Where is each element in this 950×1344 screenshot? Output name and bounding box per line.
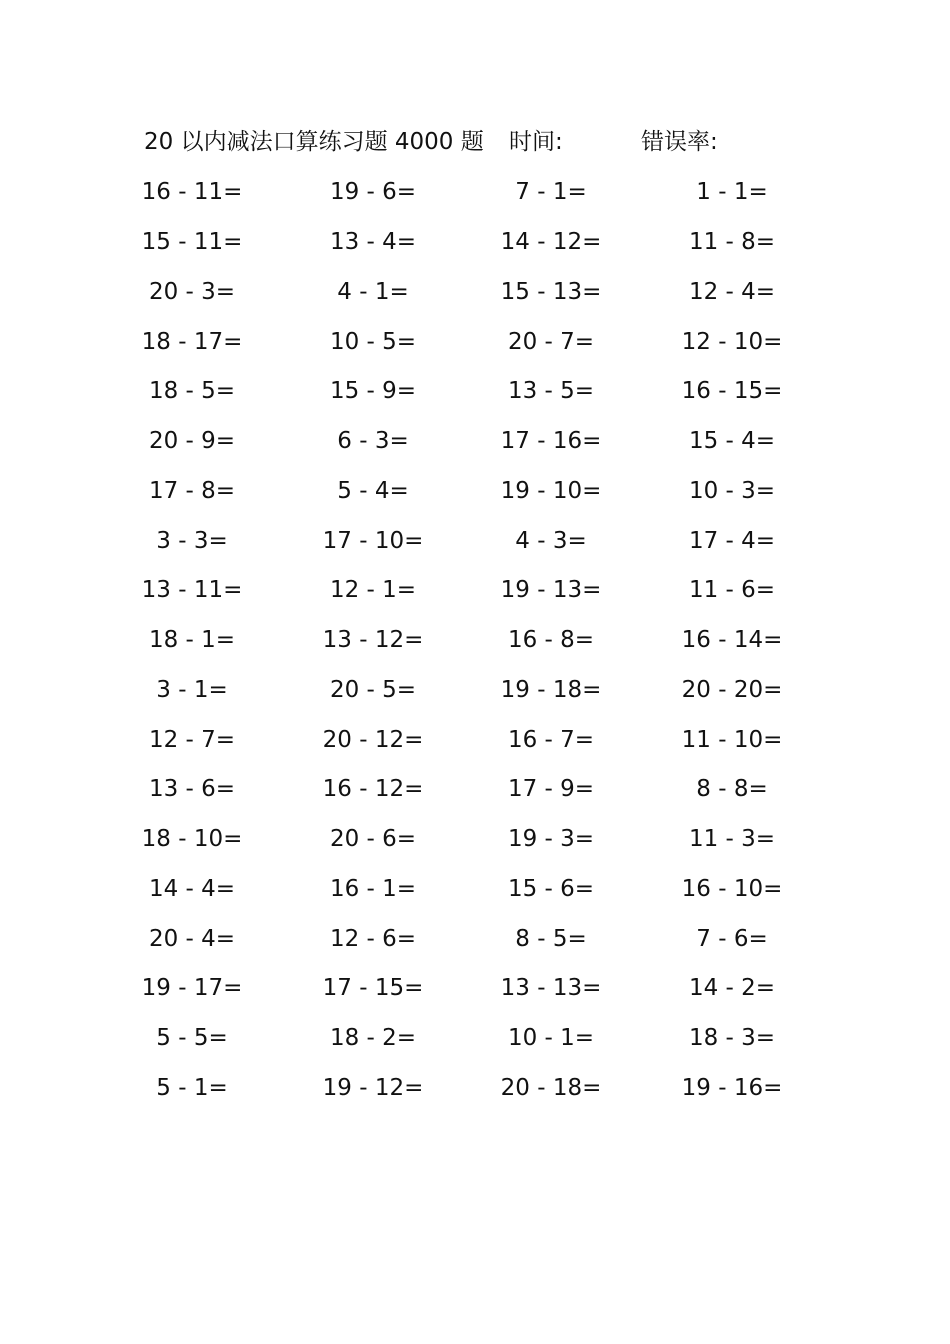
problem-item: 19 - 10= — [500, 478, 602, 504]
problem-row — [0, 673, 950, 707]
problem-row — [0, 1071, 950, 1105]
problem-row — [0, 772, 950, 806]
problem-row — [0, 374, 950, 408]
problem-item: 14 - 2= — [688, 975, 776, 1001]
problem-item: 18 - 1= — [148, 627, 236, 653]
problem-row — [0, 524, 950, 558]
problem-item: 18 - 5= — [148, 378, 236, 404]
problem-item: 14 - 4= — [148, 876, 236, 902]
problem-row — [0, 325, 950, 359]
problem-item: 14 - 12= — [500, 229, 602, 255]
problem-item: 16 - 14= — [681, 627, 783, 653]
problem-item: 13 - 4= — [329, 229, 417, 255]
problem-item: 8 - 8= — [696, 776, 768, 802]
problem-item: 17 - 16= — [500, 428, 602, 454]
problem-item: 12 - 1= — [329, 577, 417, 603]
problem-item: 16 - 10= — [681, 876, 783, 902]
problem-row — [0, 922, 950, 956]
problem-row — [0, 822, 950, 856]
time-label: 时间: — [509, 129, 563, 155]
problem-item: 4 - 3= — [515, 528, 587, 554]
problem-item: 15 - 9= — [329, 378, 417, 404]
problem-item: 16 - 12= — [322, 776, 424, 802]
problem-item: 19 - 6= — [329, 179, 417, 205]
problem-item: 5 - 5= — [156, 1025, 228, 1051]
problem-item: 20 - 9= — [148, 428, 236, 454]
problem-item: 19 - 3= — [507, 826, 595, 852]
problem-item: 18 - 2= — [329, 1025, 417, 1051]
problem-item: 12 - 6= — [329, 926, 417, 952]
problem-item: 19 - 16= — [681, 1075, 783, 1101]
problem-item: 16 - 7= — [507, 727, 595, 753]
worksheet-title: 20 以内减法口算练习题 4000 题 — [144, 129, 484, 155]
problem-item: 11 - 8= — [688, 229, 776, 255]
problem-item: 10 - 5= — [329, 329, 417, 355]
problem-row — [0, 872, 950, 906]
problem-item: 13 - 5= — [507, 378, 595, 404]
problem-item: 19 - 13= — [500, 577, 602, 603]
problem-item: 20 - 3= — [148, 279, 236, 305]
problem-item: 12 - 7= — [148, 727, 236, 753]
problem-item: 17 - 15= — [322, 975, 424, 1001]
problem-item: 20 - 20= — [681, 677, 783, 703]
problem-item: 11 - 6= — [688, 577, 776, 603]
problem-item: 20 - 7= — [507, 329, 595, 355]
problem-row — [0, 275, 950, 309]
problem-item: 4 - 1= — [337, 279, 409, 305]
problem-item: 13 - 11= — [141, 577, 243, 603]
problem-item: 15 - 13= — [500, 279, 602, 305]
problem-item: 10 - 3= — [688, 478, 776, 504]
problem-item: 5 - 1= — [156, 1075, 228, 1101]
problem-item: 12 - 10= — [681, 329, 783, 355]
problem-item: 1 - 1= — [696, 179, 768, 205]
problem-item: 13 - 12= — [322, 627, 424, 653]
problem-row — [0, 474, 950, 508]
problem-item: 13 - 6= — [148, 776, 236, 802]
error-rate-label: 错误率: — [641, 129, 718, 155]
problem-item: 20 - 4= — [148, 926, 236, 952]
problem-item: 18 - 3= — [688, 1025, 776, 1051]
problem-item: 18 - 10= — [141, 826, 243, 852]
problem-item: 13 - 13= — [500, 975, 602, 1001]
problem-item: 7 - 1= — [515, 179, 587, 205]
problem-row — [0, 971, 950, 1005]
problem-item: 19 - 12= — [322, 1075, 424, 1101]
problem-item: 6 - 3= — [337, 428, 409, 454]
problem-row — [0, 424, 950, 458]
problem-item: 11 - 3= — [688, 826, 776, 852]
problem-item: 17 - 9= — [507, 776, 595, 802]
problem-item: 17 - 8= — [148, 478, 236, 504]
problem-row — [0, 225, 950, 259]
problem-item: 18 - 17= — [141, 329, 243, 355]
problem-item: 15 - 4= — [688, 428, 776, 454]
problem-row — [0, 723, 950, 757]
problem-item: 7 - 6= — [696, 926, 768, 952]
problem-item: 8 - 5= — [515, 926, 587, 952]
problem-item: 15 - 11= — [141, 229, 243, 255]
problem-item: 16 - 8= — [507, 627, 595, 653]
problem-item: 19 - 17= — [141, 975, 243, 1001]
problem-item: 3 - 1= — [156, 677, 228, 703]
problem-item: 5 - 4= — [337, 478, 409, 504]
problem-item: 11 - 10= — [681, 727, 783, 753]
problem-row — [0, 573, 950, 607]
problem-row — [0, 175, 950, 209]
problem-row — [0, 1021, 950, 1055]
problem-item: 19 - 18= — [500, 677, 602, 703]
problem-item: 16 - 11= — [141, 179, 243, 205]
problem-item: 10 - 1= — [507, 1025, 595, 1051]
problem-item: 12 - 4= — [688, 279, 776, 305]
problem-item: 3 - 3= — [156, 528, 228, 554]
problem-item: 15 - 6= — [507, 876, 595, 902]
problem-item: 16 - 15= — [681, 378, 783, 404]
problem-row — [0, 623, 950, 657]
problem-item: 16 - 1= — [329, 876, 417, 902]
problem-item: 17 - 10= — [322, 528, 424, 554]
problem-item: 20 - 5= — [329, 677, 417, 703]
problem-item: 17 - 4= — [688, 528, 776, 554]
problem-item: 20 - 12= — [322, 727, 424, 753]
problem-item: 20 - 6= — [329, 826, 417, 852]
problem-item: 20 - 18= — [500, 1075, 602, 1101]
